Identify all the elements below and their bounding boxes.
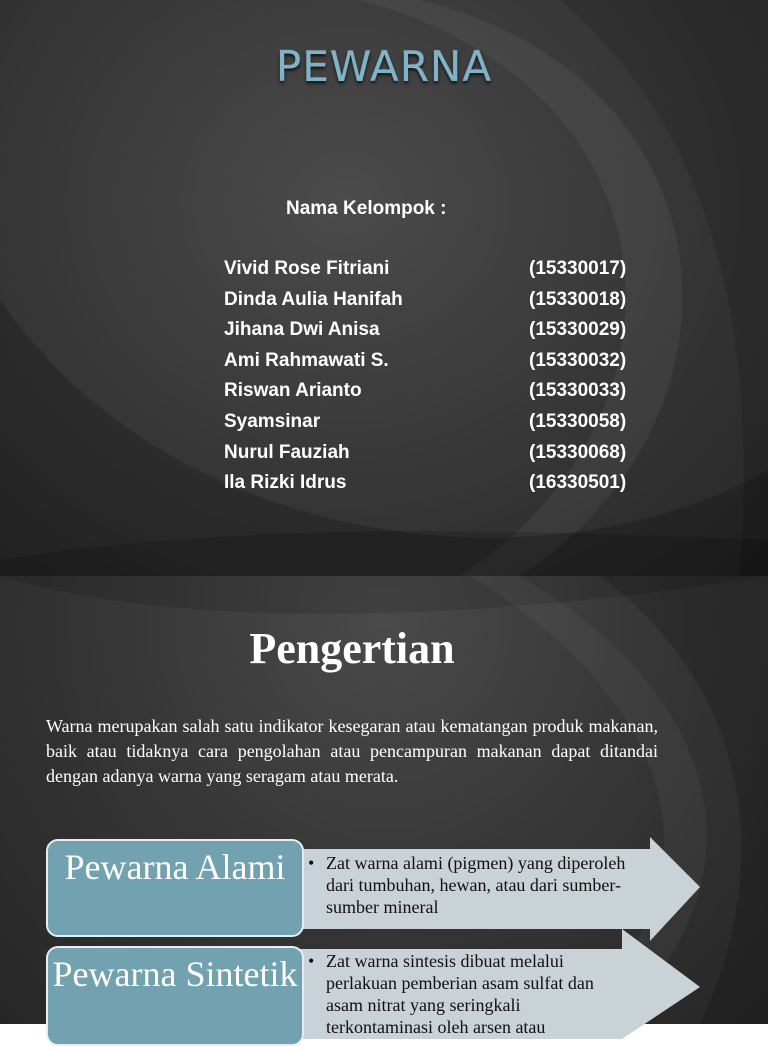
member-id: (15330068) xyxy=(529,441,627,463)
member-row xyxy=(224,258,644,288)
member-name: Ila Rizki Idrus xyxy=(224,472,347,494)
group-label: Nama Kelompok : xyxy=(286,198,447,219)
member-row xyxy=(224,289,644,319)
member-id: (15330018) xyxy=(529,288,627,310)
member-id: (15330033) xyxy=(529,380,627,402)
member-id: (16330501) xyxy=(529,472,627,494)
bullet-icon: • xyxy=(308,853,315,873)
member-name: Riswan Arianto xyxy=(224,380,362,402)
member-id: (15330032) xyxy=(529,349,627,371)
member-id: (15330058) xyxy=(529,411,627,432)
member-row xyxy=(224,411,644,441)
member-name: Syamsinar xyxy=(224,411,321,432)
bullet-text-content: Zat warna sintesis dibuat melalui perlakuan pemberian asam sulfat dan asam nitrat yang seringkali terkontaminasi oleh arsen atau xyxy=(326,951,594,1037)
slide-title: PEWARNA xyxy=(275,42,493,91)
bullet-text xyxy=(308,950,623,1038)
member-name: Dinda Aulia Hanifah xyxy=(224,288,403,310)
bullet-icon: • xyxy=(308,951,315,971)
member-row xyxy=(224,350,644,380)
member-row xyxy=(224,442,644,472)
member-id: (15330029) xyxy=(529,319,627,341)
pewarna-alami-box: Pewarna Alami xyxy=(46,839,304,937)
member-name: Ami Rahmawati S. xyxy=(224,349,389,371)
member-row xyxy=(224,472,644,502)
definition-slide xyxy=(0,576,768,1037)
slide-title: Pengertian xyxy=(249,624,455,673)
member-name: Vivid Rose Fitriani xyxy=(224,258,390,279)
member-id: (15330017) xyxy=(529,258,627,279)
member-row xyxy=(224,319,644,349)
member-row xyxy=(224,380,644,410)
pewarna-sintetik-box: Pewarna Sintetik xyxy=(46,946,304,1046)
member-name: Nurul Fauziah xyxy=(224,441,350,463)
bullet-text xyxy=(308,852,653,918)
member-name: Jihana Dwi Anisa xyxy=(224,319,380,341)
definition-paragraph: Warna merupakan salah satu indikator kesegaran atau kematangan produk makanan, baik atau tidaknya cara pengolahan atau pencampuran makanan dapat ditandai dengan adanya warna yang seragam atau merata. xyxy=(46,716,658,786)
bullet-text-content: Zat warna alami (pigmen) yang diperoleh dari tumbuhan, hewan, atau dari sumber-sumber mineral xyxy=(326,853,626,917)
